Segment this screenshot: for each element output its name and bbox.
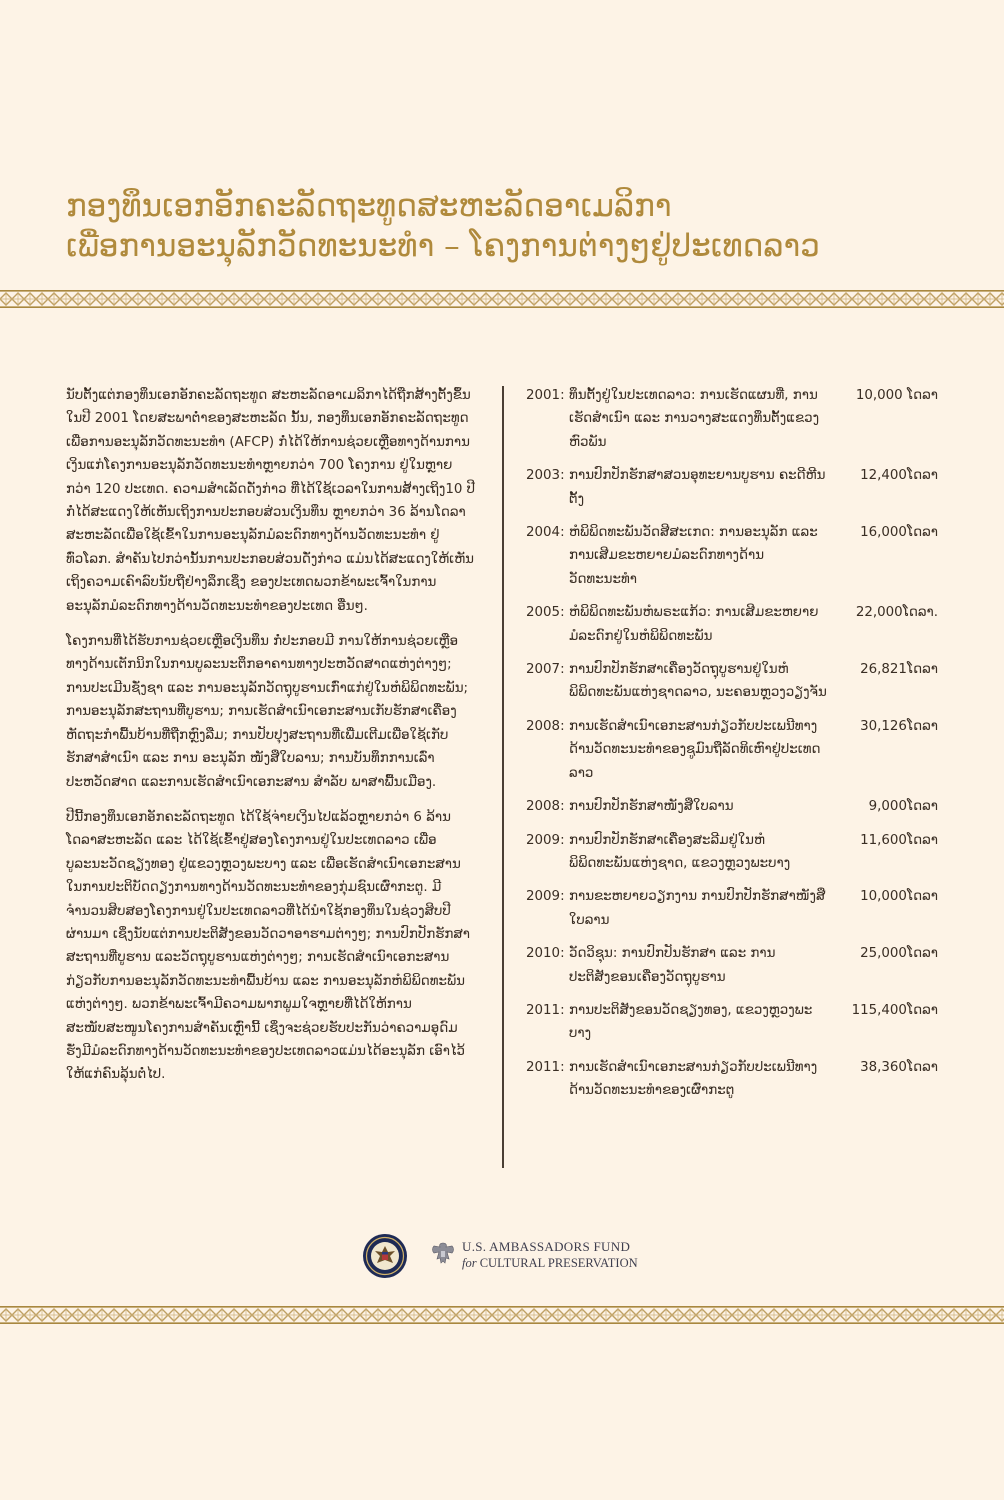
project-amount: 11,600ໂດລາ (860, 832, 938, 848)
project-description: ການຂະຫຍາຍວຽກງານ ການປົກປັກຮັກສາໜັງສືໃບລານ (569, 889, 826, 928)
project-year: 2007: (526, 662, 565, 678)
decorative-border-bottom (0, 1306, 1004, 1324)
project-year: 2003: (526, 468, 565, 484)
fund-name-line2 (462, 1255, 638, 1271)
eagle-emblem-icon (428, 1239, 458, 1269)
project-row (526, 658, 938, 705)
fund-name-prefix: for (462, 1256, 477, 1270)
page-title (66, 186, 966, 266)
project-description: ທຶນຕັ້ງຢູ່ໃນປະເທດລາວ: ການເຮັດແຜນທີ່, ການເຮັດສຳເນົາ ແລະ ການວາງສະແດງທຶນຕັ້ງແຂວງຫົວພັນ (569, 388, 820, 450)
title-line-2: ເພື່ອການອະນຸລັກວັດທະນະທຳ – ໂຄງການຕ່າງໆຢູ່ປະເທດລາວ (66, 228, 820, 264)
project-row (526, 999, 938, 1046)
column-divider (502, 386, 504, 1168)
paragraph: ໂຄງການທີ່ໄດ້ຮັບການຊ່ວຍເຫຼືອເງິນທຶນ ກໍ່ປະກອບມີ ການໃຫ້ການຊ່ວຍເຫຼືອທາງດ້ານເຕັກນິກໃນການບູລະນະຕຶກອາຄານທາງປະຫວັດສາດແຫ່ງຕ່າງໆ; ການປະເມີນຊັ່ງຊາ ແລະ ການອະນຸລັກວັດຖຸບູຮານເກົ່າແກ່ຢູ່ໃນຫໍພິພິດທະພັນ; ການອະນຸລັກສະຖານທີ່ບູຮານ; ການເຮັດສຳເນົາເອກະສານເກັບຮັກສາເຄື່ອງຫັດຖະກຳພື້ນບ້ານທີ່ຖືກຫຼົງລືມ; ການປັບປຸງສະຖານທີ່ເພື່ມເຕີມເພື່ອໃຊ້ເກັບຮັກສາສຳເນົາ ແລະ ການ ອະນຸລັກ ໜັງສືໃບລານ; ການບັນທຶກການເລົ່າປະຫວັດສາດ ແລະການເຮັດສຳເນົາເອກະສານ ສຳລັບ ພາສາພື້ນເມືອງ. (66, 634, 469, 790)
project-year: 2011: (526, 1002, 565, 1018)
project-row (526, 795, 938, 818)
project-year: 2008: (526, 718, 565, 734)
project-amount: 26,821ໂດລາ (860, 662, 938, 678)
project-year: 2001: (526, 388, 565, 403)
project-year: 2011: (526, 1059, 565, 1075)
project-description: ການເຮັດສຳເນົາເອກະສານກ່ຽວກັບປະເພນີທາງດ້ານວັດທະນະທຳຂອງຊູມົນຖືລັດທິເຫົາຢູ່ປະເທດລາວ (569, 718, 821, 781)
project-amount: 16,000ໂດລາ (860, 525, 938, 541)
fund-wordmark (462, 1239, 638, 1271)
project-amount: 10,000 ໂດລາ (855, 388, 938, 403)
paragraph: ປີນີ້ກອງທຶນເອກອັກຄະລັດຖະທູດ ໄດ້ໃຊ້ຈ່າຍເງິນໄປແລ້ວຫຼາຍກວ່າ 6 ລ້ານໂດລາສະຫະລັດ ແລະ ໄດ້ໃຊ້ເຂົ້າຢູ່ສອງໂຄງການຢູ່ໃນປະເທດລາວ ເພື່ອບູລະນະວັດຊຽງທອງ ຢູ່ແຂວງຫຼວງພະບາງ ແລະ ເພື່ອເຮັດສຳເນົາເອກະສານໃນການປະຕິບັດດຽງການທາງດ້ານວັດທະນະທຳຂອງກຸ່ມຊົນເຜົ່າກະຕູ. ມີຈຳນວນສິບສອງໂຄງການຢູ່ໃນປະເທດລາວທີ່ໄດ້ນຳໃຊ້ກອງທຶນໃນຊ່ວງສິບປີຜ່ານມາ ເຊິ່ງນັບແຕ່ການປະຕິສັງຂອນວັດວາອາຮາມຕ່າງໆ; ການປົກປັກຮັກສາສະຖານທີ່ບູຮານ ແລະວັດຖຸບູຮານແຫ່ງຕ່າງໆ; ການເຮັດສຳເນົາເອກະສານກ່ຽວກັບການອະນຸລັກວັດທະນະທຳພື້ນບ້ານ ແລະ ການອະນຸລັກຫໍພິພິດທະພັນແຫ່ງຕ່າງໆ. ພວກຂ້າພະເຈົ້າມີຄວາມພາກພູມໃຈຫຼາຍທີ່ໄດ້ໃຫ້ການສະໜັບສະໜູນໂຄງການສຳຄັນເຫຼົ່ານີ້ ເຊິ່ງຈະຊ່ວຍຮັບປະກັນວ່າຄວາມອຸດົມຮັ່ງມີມໍລະດົກທາງດ້ານວັດທະນະທຳຂອງປະເທດລາວແມ່ນໄດ້ອະນຸລັກ ເອົາໄວ້ໃຫ້ແກ່ຄົນລຸ້ນຕໍ່ໄປ. (66, 809, 470, 1083)
project-amount: 9,000ໂດລາ (868, 799, 938, 815)
project-year: 2005: (526, 605, 565, 621)
project-year: 2004: (526, 525, 565, 541)
project-amount: 115,400ໂດລາ (851, 1002, 938, 1018)
project-row (526, 829, 938, 876)
project-amount: 38,360ໂດລາ (860, 1059, 938, 1075)
project-amount: 12,400ໂດລາ (860, 468, 938, 484)
title-line-1: ກອງທຶນເອກອັກຄະລັດຖະທູດສະຫະລັດອາເມລິກາ (66, 188, 672, 224)
project-description: ຫໍພິພິດທະພັນວັດສີສະເກດ: ການອະນຸລັກ ແລະ ການເສີມຂະຫຍາຍມໍລະດົກທາງດ້ານວັດທະນະທຳ (569, 525, 818, 587)
project-row (526, 1056, 938, 1103)
footer-logos (362, 1233, 652, 1279)
project-row (526, 715, 938, 785)
project-year: 2009: (526, 832, 565, 848)
project-description: ການປົກປັກຮັກສາເຄື່ອງວັດຖຸບູຮານຢູ່ໃນຫໍພິພິດທະພັນແຫ່ງຊາດລາວ, ນະຄອນຫຼວງວຽງຈັນ (569, 662, 827, 701)
fund-name-line1: U.S. AMBASSADORS FUND (462, 1239, 631, 1254)
project-description: ວັດວິຊຸນ: ການປົກປັນຮັກສາ ແລະ ການປະຕິສັງຂອນເຄື່ອງວັດຖຸບູຮານ (569, 946, 776, 985)
fund-name-rest: CULTURAL PRESERVATION (479, 1256, 638, 1270)
project-description: ການປົກປັກຮັກສາສວນອຸທະຍານບູຮານ ຄະດີຫີນຕັ້ງ (569, 468, 826, 507)
project-description: ການປົກປັກຮັກສາໜັງສືໃບລານ (569, 799, 734, 815)
project-row (526, 384, 938, 454)
project-amount: 10,000ໂດລາ (860, 889, 938, 905)
project-year: 2009: (526, 889, 565, 905)
project-row (526, 885, 938, 932)
project-amount: 25,000ໂດລາ (860, 946, 938, 962)
decorative-border-top (0, 290, 1004, 308)
project-description: ຫໍພິພິດທະພັນຫໍພຣະແກ້ວ: ການເສີມຂະຫຍາຍມໍລະດົກຢູ່ໃນຫໍພິພິດທະພັນ (569, 605, 819, 644)
intro-text (66, 384, 476, 1099)
project-row (526, 464, 938, 511)
project-year: 2008: (526, 799, 565, 815)
project-row (526, 601, 938, 648)
project-description: ການປະຕິສັງຂອນວັດຊຽງທອງ, ແຂວງຫຼວງພະບາງ (569, 1002, 813, 1042)
project-amount: 22,000ໂດລາ. (855, 605, 938, 621)
paragraph: ນັບຕັ້ງແຕ່ກອງທຶນເອກອັກຄະລັດຖະທູດ ສະຫະລັດອາເມລິກາໄດ້ຖືກສ້າງຕັ້ງຂຶ້ນໃນປີ 2001 ໂດຍສະພາຕ່ຳຂອງສະຫະລັດ ນັ້ນ, ກອງທຶນເອກອັກຄະລັດຖະທູດເພື່ອການອະນຸລັກວັດທະນະທຳ (AFCP) ກໍ່ໄດ້ໃຫ້ການຊ່ວຍເຫຼືອທາງດ້ານການເງິນແກ່ໂຄງການອະນຸລັກວັດທະນະທຳຫຼາຍກວ່າ 700 ໂຄງການ ຢູ່ໃນຫຼາຍກວ່າ 120 ປະເທດ. ຄວາມສຳເລັດດັ່ງກ່າວ ທີ່ໄດ້ໃຊ້ເວລາໃນການສ້າງເຖິງ10 ປີ ກໍ່ໄດ້ສະແດງໃຫ້ເຫັນເຖິງການປະກອບສ່ວນເງິນທຶນ ຫຼາຍກວ່າ 36 ລ້ານໂດລາສະຫະລັດເພື່ອໃຊ້ເຂົ້າໃນການອະນຸລັກມໍລະດົກທາງດ້ານວັດທະນະທຳ ຢູ່ທົ່ວໂລກ. ສຳຄັນໄປກວ່ານັ້ນການປະກອບສ່ວນດັ່ງກ່າວ ແມ່ນໄດ້ສະແດງໃຫ້ເຫັນເຖິງຄວາມເຄົາລົບນັບຖືຢ່າງລຶກເຊິ່ງ ຂອງປະເທດພວກຂ້າພະເຈົ້າໃນການອະນຸລັກມໍລະດົກທາງດ້ານວັດທະນະທຳຂອງປະເທດ ອື່ນໆ. (66, 388, 476, 614)
project-description: ການປົກປັກຮັກສາເຄື່ອງສະລີມຢູ່ໃນຫໍພິພິດທະພັນແຫ່ງຊາດ, ແຂວງຫຼວງພະບາງ (569, 832, 791, 871)
project-list (526, 384, 938, 1113)
project-row (526, 521, 938, 591)
department-of-state-seal-icon (362, 1233, 408, 1279)
project-description: ການເຮັດສຳເນົາເອກະສານກ່ຽວກັບປະເພນີທາງດ້ານວັດທະນະທຳຂອງເຜົ່າກະຕູ (569, 1059, 818, 1099)
project-year: 2010: (526, 946, 565, 962)
project-amount: 30,126ໂດລາ (860, 718, 938, 734)
project-row (526, 942, 938, 989)
